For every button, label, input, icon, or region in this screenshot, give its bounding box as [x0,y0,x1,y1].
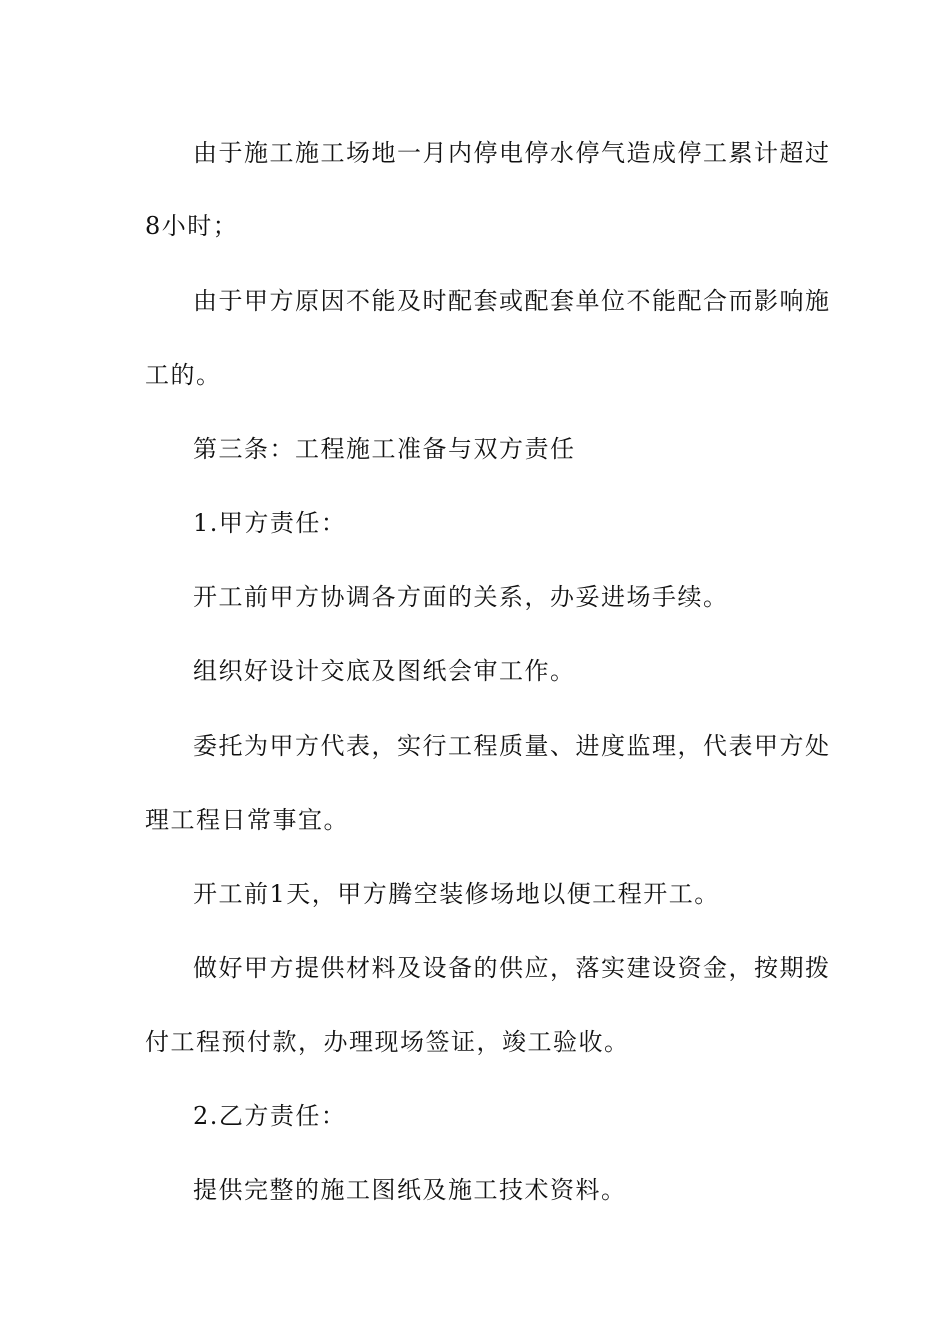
paragraph-line: 理工程日常事宜。 [145,806,349,834]
paragraph-line: 组织好设计交底及图纸会审工作。 [193,657,576,685]
paragraph-line: 由于施工施工场地一月内停电停水停气造成停工累计超过 [193,139,831,167]
paragraph-line: 工的。 [145,361,222,389]
paragraph-line: 8小时； [145,212,239,240]
paragraph-line: 付工程预付款，办理现场签证，竣工验收。 [145,1028,630,1056]
paragraph-line: 开工前甲方协调各方面的关系，办妥进场手续。 [193,583,729,611]
paragraph-line: 由于甲方原因不能及时配套或配套单位不能配合而影响施 [193,287,831,315]
paragraph-line: 委托为甲方代表，实行工程质量、进度监理，代表甲方处 [193,732,831,760]
section-heading: 第三条：工程施工准备与双方责任 [193,435,576,463]
paragraph-line: 开工前1天，甲方腾空装修场地以便工程开工。 [193,880,720,908]
subsection-heading: 1.甲方责任： [193,509,347,537]
paragraph-line: 提供完整的施工图纸及施工技术资料。 [193,1176,627,1204]
subsection-heading: 2.乙方责任： [193,1102,347,1130]
paragraph-line: 做好甲方提供材料及设备的供应，落实建设资金，按期拨 [193,954,831,982]
